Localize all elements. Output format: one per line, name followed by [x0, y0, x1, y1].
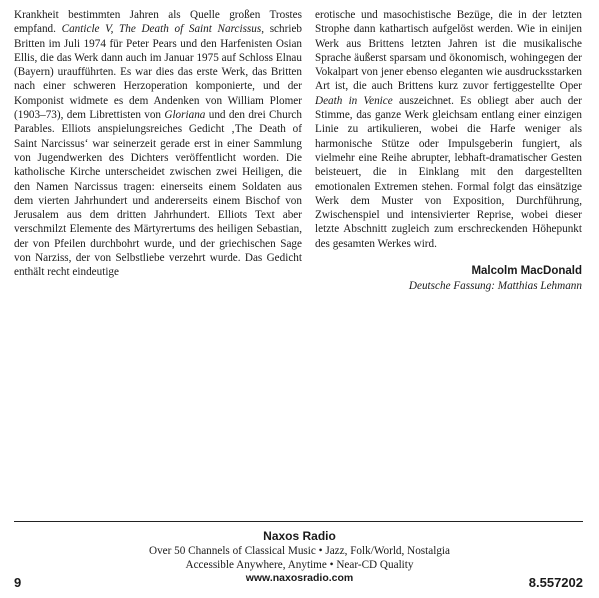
text-run: auszeichnet. Es obliegt aber auch der Stimme, das ganze Werk gleichsam entlang einer einzigen Linie zu artikulieren, wobei die Harfe weniger als harmonische Stütze oder Impulsgeberin fungiert, als vielmehr eine Reihe abrupter, lebhaft-dramatischer Gesten beisteuert, die in Einklang mit den dargestellten emotionalen Extremen stehen. Formal folgt das einsätzige Werk dem Muster von Exposition, Durchführung, Zwischenspiel und intensivierter Reprise, wobei dieser letzte Abschnitt zugleich zum erschreckenden Höhepunkt des gesamten Werkes wird.	[315, 94, 582, 250]
translator-credit: Deutsche Fassung: Matthias Lehmann	[408, 279, 582, 292]
naxos-radio-advert	[0, 530, 599, 586]
right-paragraph	[315, 8, 582, 251]
work-title-gloriana: Gloriana	[164, 109, 206, 122]
author-name: Malcolm MacDonald	[471, 265, 582, 277]
advert-url-link[interactable]: www.naxosradio.com	[245, 572, 354, 585]
text-run: und den drei Church Parables. Elliots anspielungsreiches Gedicht ‚The Death of Saint Narcissus‘ war seinerzeit gerade erst in einer Sammlung von Jugendwerken des Dichters veröffentlicht worden. Die katholische Kirche unterscheidet zwischen zwei Heiligen, die den Namen Narcissus tragen: einerseits einem Soldaten aus dem vierten Jahrhundert und andererseits einem Bischof von Jerusalem aus dem dritten Jahrhundert. Elliots Text aber verschmilzt Elemente des Märtyrertums des heiligen Sebastian, der von Pfeilen durchbohrt wurde, und der griechischen Sage von Narziss, der von Selbstliebe verzehrt wurde. Das Gedicht enthält recht eindeutige	[14, 109, 302, 279]
text-run: , schrieb Britten im Juli 1974 für Peter Pears und den Harfenisten Osian Ellis, die das Werk dann auch im Januar 1975 auf Schloss Elnau (Bayern) uraufführten. Es war dies das erste Werk, das Britten nach einer schweren Herzoperation komponierte, und der Komponist widmete es dem Andenken von William Plomer (1903–73), dem Librettisten von	[14, 23, 303, 122]
text-run: Krankheit bestimmten Jahren als Quelle großen Trostes empfand.	[14, 9, 302, 36]
work-title-death-in-venice: Death in Venice	[315, 94, 393, 107]
author-byline	[315, 264, 582, 293]
catalogue-number: 8.557202	[528, 575, 583, 590]
left-paragraph	[14, 8, 302, 280]
right-text-column	[315, 8, 582, 251]
divider-rule	[14, 521, 583, 522]
advert-title: Naxos Radio	[263, 529, 336, 543]
advert-line-1: Over 50 Channels of Classical Music • Jazz, Folk/World, Nostalgia	[149, 544, 450, 557]
work-title-canticle: Canticle V, The Death of Saint Narcissus	[61, 23, 262, 36]
page-number: 9	[14, 575, 22, 590]
left-text-column	[14, 8, 302, 280]
advert-line-2: Accessible Anywhere, Anytime • Near-CD Quality	[185, 558, 414, 571]
text-run: erotische und masochistische Bezüge, die in der letzten Strophe dann kathartisch aufgelöst werden. Wie in einijen Werk aus Brittens letzten Jahren ist die musikalische Sprache äußerst sparsam und ökonomisch, wohingegen der Vokalpart von jener ebenso eleganten wie ausdrucksstarken Art ist, die auch Brittens kurz zuvor fertiggestellte Oper	[315, 9, 582, 93]
